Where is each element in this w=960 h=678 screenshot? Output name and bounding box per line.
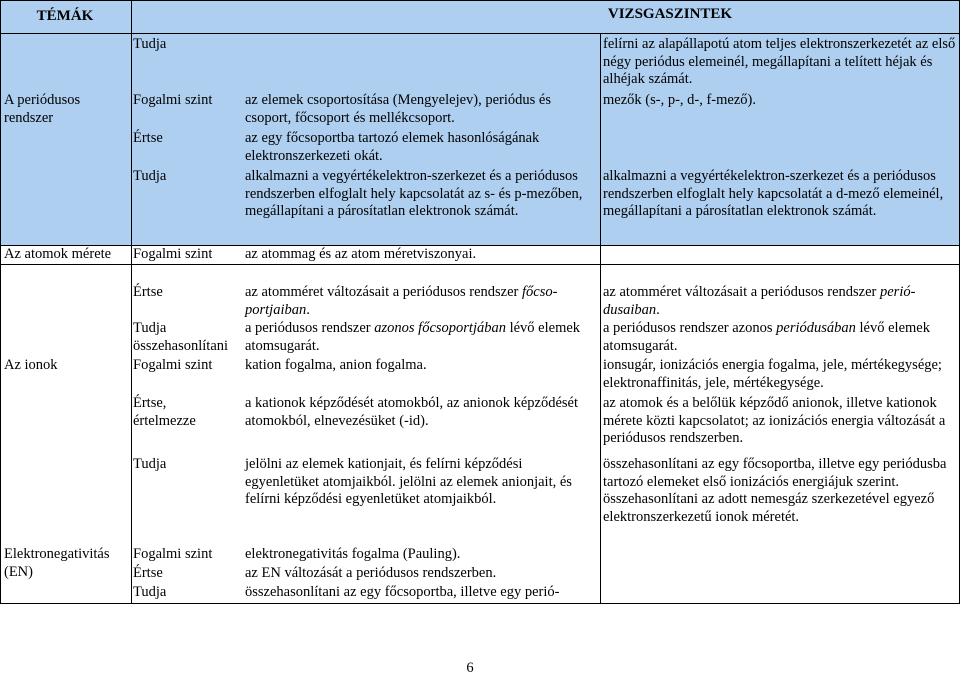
level-label: Tudja xyxy=(133,36,167,52)
requirement-right: összehasonlítani az egy főcsoportba, illetve egy periódusba tartozó elemeket első ionizációs energiájuk szerint. összehasonlítani az adott nemesgáz szerkezetével egyező elektronszerkezetű ionok méretét. xyxy=(603,456,947,525)
table-border xyxy=(0,603,960,604)
requirement-mid: az elemek csoportosítása (Mengyelejev), periódus és csoport, főcsoport és mellékcsoport. xyxy=(245,92,552,126)
requirement-mid: az EN változását a periódusos rendszerben. xyxy=(245,565,497,581)
requirement-mid: jelölni az elemek kationjait, és felírni képződési egyenletüket atomjaikból. jelölni az elemek anionjait, és felírni képződési egyenletüket atomjaikból. xyxy=(245,456,572,507)
requirement-right: az atomok és a belőlük képződő anionok, illetve kationok mérete közti kapcsolatot; az ionizációs energia változását a periódusos rendszerben. xyxy=(603,395,946,446)
requirement-mid: az atomméret változásait a periódusos rendszer főcso-portjaiban. xyxy=(245,284,558,318)
header-topics: TÉMÁK xyxy=(36,8,94,24)
requirement-mid: alkalmazni a vegyértékelektron-szerkezet és a periódusos rendszerben elfoglalt hely kapcsolatát az s- és p-mezőben, megállapítani a párosítatlan elektronok számát. xyxy=(245,168,583,219)
level-label: Fogalmi szint xyxy=(133,357,213,373)
requirement-mid: kation fogalma, anion fogalma. xyxy=(245,357,427,373)
requirement-mid: összehasonlítani az egy főcsoportba, illetve egy perió- xyxy=(245,584,560,600)
header-levels: VIZSGASZINTEK xyxy=(607,6,733,22)
requirement-right: az atomméret változásait a periódusos rendszer perió-dusaiban. xyxy=(603,284,916,318)
table-border xyxy=(0,33,960,34)
table-border xyxy=(0,0,1,604)
table-border xyxy=(0,264,960,265)
level-label: Tudja xyxy=(133,584,167,600)
table-border xyxy=(131,0,132,604)
requirement-right: felírni az alapállapotú atom teljes elektronszerkezetét az első négy periódus elemeinél, megállapítani a telített héjak és alhéjak számát. xyxy=(603,36,956,87)
level-label: Fogalmi szint xyxy=(133,546,213,562)
requirement-mid: a kationok képződését atomokból, az anionok képződését atomokból, elnevezésüket (-id). xyxy=(245,395,578,429)
requirement-mid: az atommag és az atom méretviszonyai. xyxy=(245,246,477,262)
requirement-mid: a periódusos rendszer azonos főcsoportjában lévő elemek atomsugarát. xyxy=(245,320,581,354)
requirement-mid: elektronegativitás fogalma (Pauling). xyxy=(245,546,461,562)
page-number: 6 xyxy=(466,660,474,676)
topic-atom-size: Az atomok mérete xyxy=(4,246,112,262)
table-border xyxy=(600,33,601,604)
requirement-right: ionsugár, ionizációs energia fogalma, jele, mértékegysége; elektronaffinitás, jele, mértékegysége. xyxy=(603,357,942,391)
level-label: Tudja összehasonlítani xyxy=(133,320,229,354)
level-label: Fogalmi szint xyxy=(133,92,213,108)
requirement-mid: az egy főcsoportba tartozó elemek hasonlóságának elektronszerkezeti okát. xyxy=(245,130,540,164)
requirement-right: a periódusos rendszer azonos periódusában lévő elemek atomsugarát. xyxy=(603,320,930,354)
table-border xyxy=(0,245,960,246)
level-label: Értse xyxy=(133,565,163,581)
topic-periodic-table: A periódusos rendszer xyxy=(4,92,81,126)
level-label: Értse, értelmezze xyxy=(133,395,196,429)
requirement-right: alkalmazni a vegyértékelektron-szerkezet és a periódusos rendszerben elfoglalt hely kapcsolatát a d-mező elemeinél, megállapítani a párosítatlan elektronok számát. xyxy=(603,168,944,219)
topic-ions: Az ionok xyxy=(4,357,58,373)
table-border xyxy=(0,0,960,1)
level-label: Tudja xyxy=(133,456,167,472)
level-label: Értse xyxy=(133,284,163,300)
level-label: Tudja xyxy=(133,168,167,184)
level-label: Fogalmi szint xyxy=(133,246,213,262)
topic-electronegativity: Elektronegativitás (EN) xyxy=(4,546,110,580)
requirement-right: mezők (s-, p-, d-, f-mező). xyxy=(603,92,756,108)
level-label: Értse xyxy=(133,130,163,146)
